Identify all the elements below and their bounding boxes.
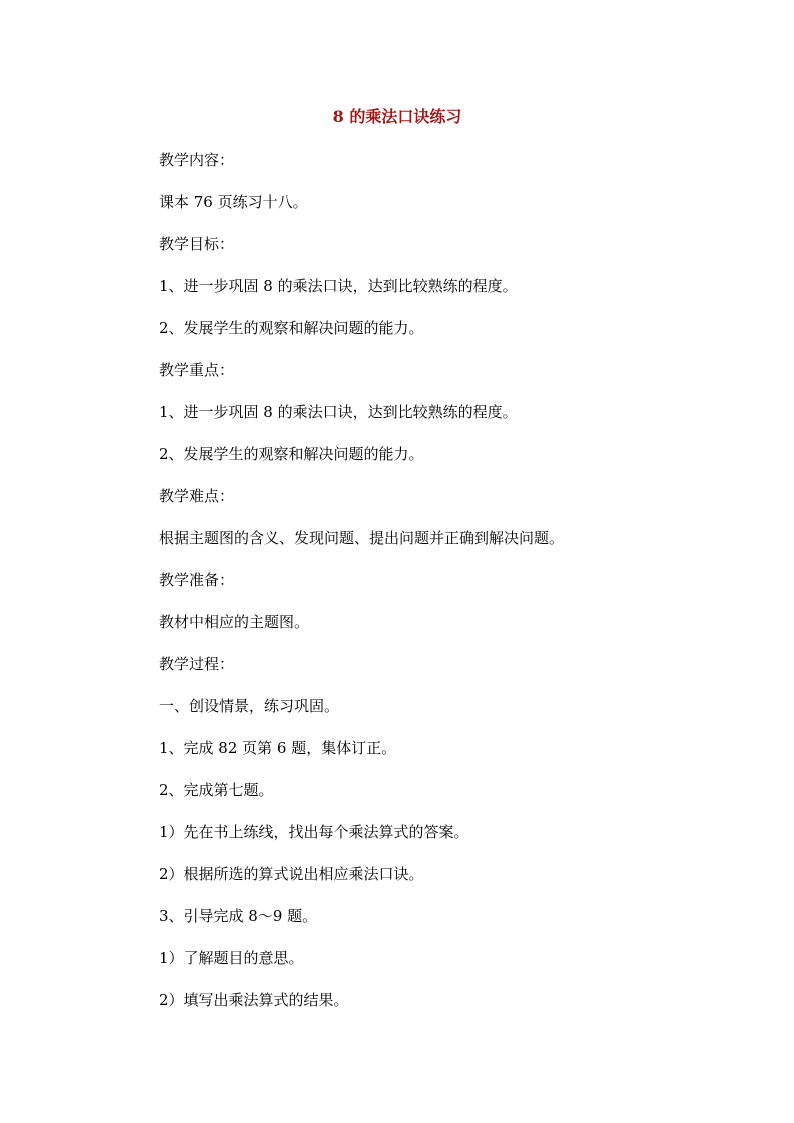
paragraph-preparation: 教材中相应的主题图。 — [159, 613, 310, 631]
section-heading-objectives: 教学目标： — [159, 235, 235, 253]
paragraph-content: 课本 76 页练习十八。 — [159, 193, 308, 211]
document-title: 8 的乘法口诀练习 — [332, 107, 462, 126]
section-heading-content: 教学内容： — [159, 151, 235, 169]
process-subitem-2-2: 2）根据所选的算式说出相应乘法口诀。 — [159, 865, 424, 883]
process-subitem-3-2: 2）填写出乘法算式的结果。 — [159, 991, 349, 1009]
paragraph-difficulties: 根据主题图的含义、发现问题、提出问题并正确到解决问题。 — [159, 529, 565, 547]
process-item-2: 2、完成第七题。 — [159, 781, 274, 799]
process-subitem-3-1: 1）了解题目的意思。 — [159, 949, 304, 967]
process-item-3: 3、引导完成 8～9 题。 — [159, 907, 318, 925]
section-heading-preparation: 教学准备： — [159, 571, 235, 589]
section-heading-difficulties: 教学难点： — [159, 487, 235, 505]
section-heading-key-points: 教学重点： — [159, 361, 235, 379]
objective-item-1: 1、进一步巩固 8 的乘法口诀，达到比较熟练的程度。 — [159, 277, 518, 295]
process-item-1: 1、完成 82 页第 6 题，集体订正。 — [159, 739, 397, 757]
process-subitem-2-1: 1）先在书上练线，找出每个乘法算式的答案。 — [159, 823, 469, 841]
objective-item-2: 2、发展学生的观察和解决问题的能力。 — [159, 319, 424, 337]
section-heading-process: 教学过程： — [159, 655, 235, 673]
key-point-item-1: 1、进一步巩固 8 的乘法口诀，达到比较熟练的程度。 — [159, 403, 518, 421]
document-body — [159, 148, 759, 1030]
key-point-item-2: 2、发展学生的观察和解决问题的能力。 — [159, 445, 424, 463]
process-step-1: 一、创设情景，练习巩固。 — [159, 697, 340, 715]
